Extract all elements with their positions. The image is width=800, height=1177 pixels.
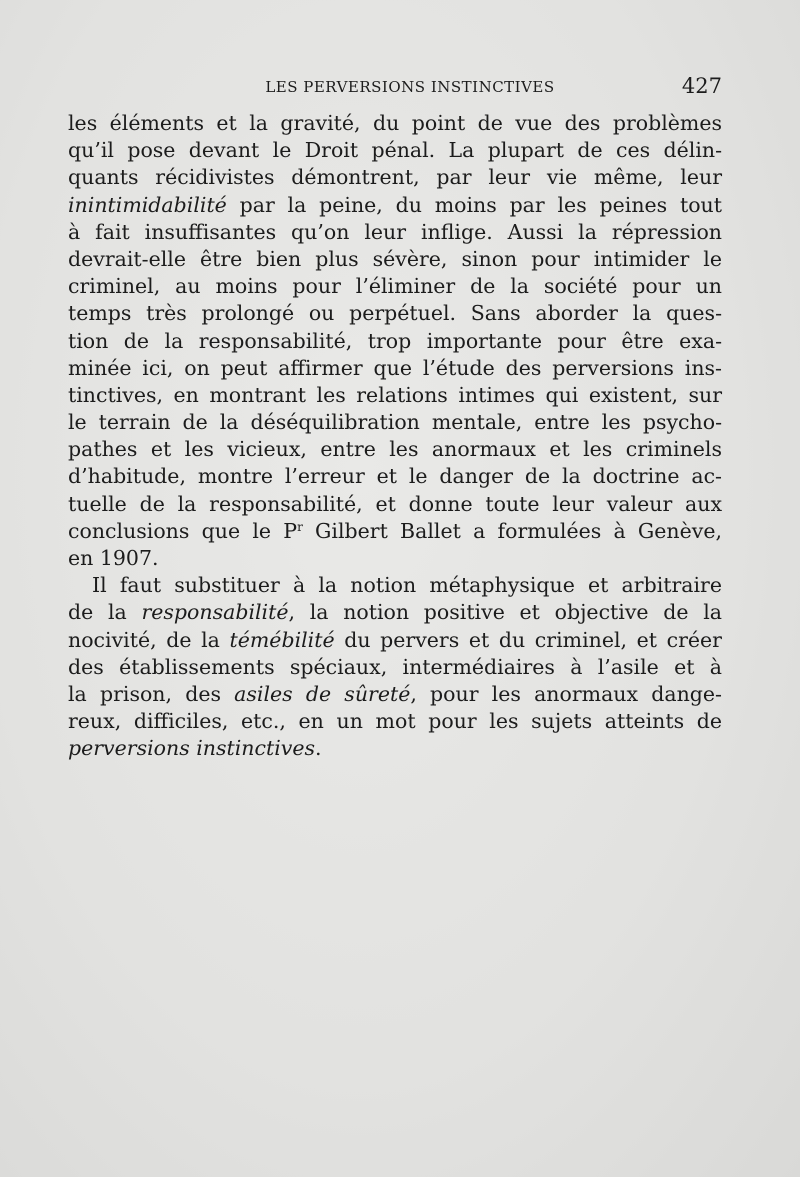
text-line: les éléments et la gravité, du point de vue des problèmes xyxy=(68,111,722,135)
italic-term: responsabilité xyxy=(141,600,289,625)
text-run: du pervers et du criminel, et créer xyxy=(334,627,722,652)
text-line: temps très prolongé ou perpétuel. Sans aborder la ques- xyxy=(68,301,722,326)
text-run: Gilbert Ballet a formulées à Genève, xyxy=(302,518,722,543)
italic-term: inintimidabilité xyxy=(68,192,227,217)
text-line: minée ici, on peut affirmer que l’étude des perversions ins- xyxy=(68,355,722,380)
text-line: qu’il pose devant le Droit pénal. La plupart de ces délin- xyxy=(68,138,722,163)
text-line: d’habitude, montre l’erreur et le danger de la doctrine ac- xyxy=(68,464,722,489)
text-run: . xyxy=(315,736,322,761)
italic-term: asiles de sûreté xyxy=(234,681,411,706)
text-line: devrait-elle être bien plus sévère, sinon pour intimider le xyxy=(68,246,722,271)
body-text xyxy=(68,110,722,763)
paragraph-2 xyxy=(68,572,722,762)
italic-term: témébilité xyxy=(229,627,335,652)
text-line: tuelle de la responsabilité, et donne toute leur valeur aux xyxy=(68,491,722,516)
text-run: par la peine, du moins par les peines tout xyxy=(226,192,722,217)
text-line xyxy=(68,681,722,708)
text-line: tinctives, en montrant les relations intimes qui existent, sur xyxy=(68,382,722,407)
running-header xyxy=(68,74,722,100)
italic-term: perversions instinctives xyxy=(68,736,316,761)
text-line: en 1907. xyxy=(68,546,159,570)
text-line: à fait insuffisantes qu’on leur inflige. Aussi la répression xyxy=(68,219,722,244)
text-run: , la notion positive et objective de la xyxy=(288,600,722,625)
page-number: 427 xyxy=(681,74,722,98)
text-run: la prison, des xyxy=(68,681,235,706)
text-line xyxy=(68,627,722,654)
text-run: conclusions que le P xyxy=(68,518,298,543)
text-line xyxy=(68,518,722,545)
text-line: des établissements spéciaux, intermédiaires à l’asile et à xyxy=(68,654,722,679)
text-line: Il faut substituer à la notion métaphysique et arbitraire xyxy=(92,573,722,598)
running-title: LES PERVERSIONS INSTINCTIVES xyxy=(265,78,555,96)
text-line: pathes et les vicieux, entre les anormaux et les criminels xyxy=(68,437,722,462)
paragraph-1 xyxy=(68,110,722,572)
text-line xyxy=(68,192,722,219)
text-line: le terrain de la déséquilibration mentale, entre les psycho- xyxy=(68,410,722,435)
text-line: quants récidivistes démontrent, par leur vie même, leur xyxy=(68,165,722,190)
text-line: reux, difficiles, etc., en un mot pour les sujets atteints de xyxy=(68,709,722,734)
text-line xyxy=(68,599,722,626)
text-line: tion de la responsabilité, trop importante pour être exa- xyxy=(68,328,722,353)
text-run: nocivité, de la xyxy=(68,627,230,652)
text-run: , pour les anormaux dange- xyxy=(410,681,722,706)
text-run: de la xyxy=(68,600,142,625)
superscript: r xyxy=(297,519,303,534)
text-line: criminel, au moins pour l’éliminer de la société pour un xyxy=(68,274,722,299)
text-line xyxy=(68,735,722,762)
